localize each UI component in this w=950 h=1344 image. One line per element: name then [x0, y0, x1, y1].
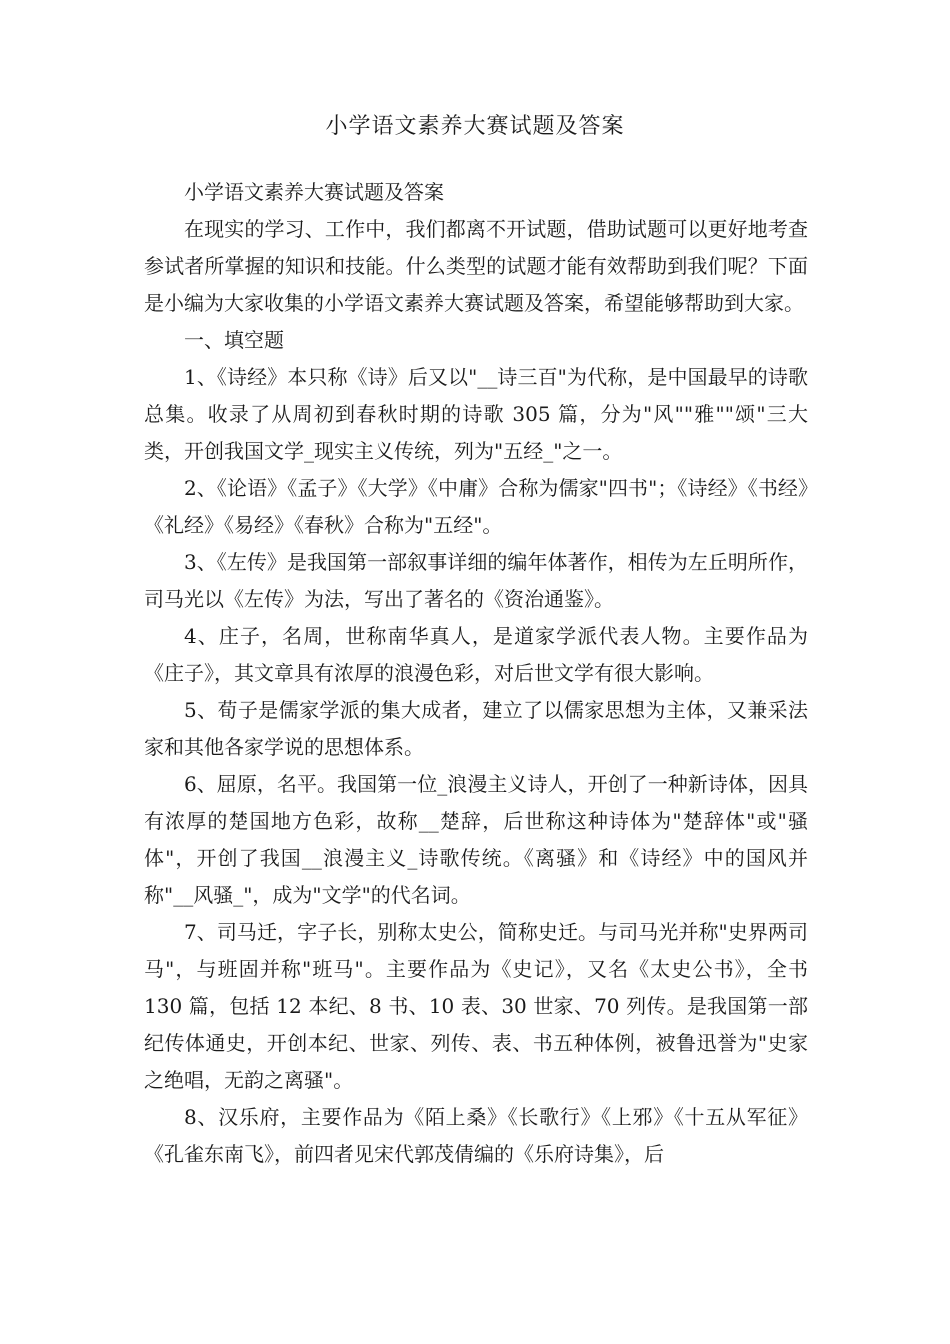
document-body: [144, 174, 808, 1173]
question-item: 7、司马迁，字子长，别称太史公，简称史迁。与司马光并称"史界两司马"，与班固并称"班马"。主要作品为《史记》，又名《太史公书》，全书 130 篇，包括 12 本纪、8 书、10 表、30 世家、70 列传。是我国第一部纪传体通史，开创本纪、世家、列传、表、书五种体例，被鲁迅誉为"史家之绝唱，无韵之离骚"。: [144, 920, 808, 1092]
page-title: 小学语文素养大赛试题及答案: [325, 114, 625, 139]
section-heading: 一、填空题: [184, 328, 284, 352]
question-item: 8、汉乐府，主要作品为《陌上桑》《长歌行》《上邪》《十五从军征》《孔雀东南飞》，前四者见宋代郭茂倩编的《乐府诗集》，后: [144, 1105, 808, 1166]
question-item: 1、《诗经》本只称《诗》后又以"__诗三百"为代称，是中国最早的诗歌总集。收录了从周初到春秋时期的诗歌 305 篇，分为"风""雅""颂"三大类，开创我国文学_现实主义传统，列为"五经_"之一。: [144, 365, 808, 463]
question-item: 3、《左传》是我国第一部叙事详细的编年体著作，相传为左丘明所作，司马光以《左传》为法，写出了著名的《资治通鉴》。: [144, 550, 808, 611]
question-item: 4、庄子，名周，世称南华真人，是道家学派代表人物。主要作品为《庄子》，其文章具有浓厚的浪漫色彩，对后世文学有很大影响。: [144, 624, 808, 685]
paragraph-subtitle: 小学语文素养大赛试题及答案: [184, 180, 444, 204]
question-item: 6、屈原，名平。我国第一位_浪漫主义诗人，开创了一种新诗体，因具有浓厚的楚国地方色彩，故称__楚辞，后世称这种诗体为"楚辞体"或"骚体"，开创了我国__浪漫主义_诗歌传统。《离骚》和《诗经》中的国风并称"__风骚_"，成为"文学"的代名词。: [144, 772, 808, 907]
question-item: 2、《论语》《孟子》《大学》《中庸》合称为儒家"四书"；《诗经》《书经》《礼经》《易经》《春秋》合称为"五经"。: [144, 476, 808, 537]
paragraph-intro: 在现实的学习、工作中，我们都离不开试题，借助试题可以更好地考查参试者所掌握的知识和技能。什么类型的试题才能有效帮助到我们呢？下面是小编为大家收集的小学语文素养大赛试题及答案，希望能够帮助到大家。: [144, 217, 808, 315]
question-item: 5、荀子是儒家学派的集大成者，建立了以儒家思想为主体，又兼采法家和其他各家学说的思想体系。: [144, 698, 808, 759]
